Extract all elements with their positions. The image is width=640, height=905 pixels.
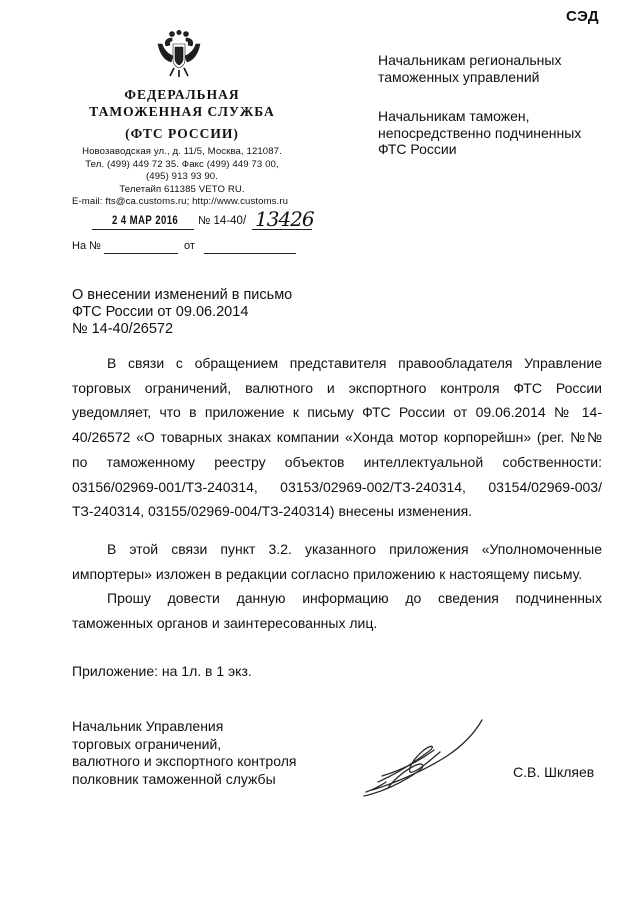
handwritten-signature — [352, 712, 492, 802]
addressee-1-line-2: таможенных управлений — [378, 68, 540, 85]
reference-line — [72, 240, 302, 256]
organization-address — [72, 146, 292, 209]
reference-date-label: от — [184, 240, 195, 252]
body-paragraph-1: В связи с обращением представителя правообладателя Управление торговых ограничений, валютного и экспортного контроля ФТС России уведомляет, что в приложение к письму ФТС России от 09.06.2014 № 14-40/26572 «О товарных знаках компании «Хонда мотор корпорейшн» (рег. №№ по таможенному реестру объектов интеллектуальной собственности: 03156/02969-001/ТЗ-240314, 03153/02969-002/ТЗ-240314, 03154/02969-003/ТЗ-240314, 03155/02969-004/ТЗ-240314) внесены изменения. — [72, 355, 602, 520]
addressee-2-line-3: ФТС России — [378, 141, 457, 157]
body-paragraph-2: В этой связи пункт 3.2. указанного приложения «Уполномоченные импортеры» изложен в редакции согласно приложению к настоящему письму. — [72, 541, 602, 582]
body-paragraph-3: Прошу довести данную информацию до сведения подчиненных таможенных органов и заинтересованных лиц. — [72, 590, 602, 631]
organization-line-3: (ФТС РОССИИ) — [125, 126, 239, 141]
address-line-4: Телетайп 611385 VETO RU. — [119, 183, 245, 195]
signatory-title-line-3: валютного и экспортного контроля — [72, 753, 297, 769]
subject-line-1: О внесении изменений в письмо — [72, 287, 293, 303]
document-mark: СЭД — [566, 8, 600, 25]
addressee-1-line-1: Начальникам региональных — [378, 52, 562, 68]
address-line-5: E-mail: fts@ca.customs.ru; http://www.customs.ru — [72, 196, 289, 208]
registration-line — [92, 207, 322, 231]
addressee-2-line-1: Начальникам таможен, — [378, 108, 530, 124]
registration-number-handwritten: 13426 — [255, 207, 314, 231]
addressee-2-line-2: непосредственно подчиненных — [378, 124, 582, 141]
organization-line-1: ФЕДЕРАЛЬНАЯ — [124, 87, 240, 102]
address-line-2: Тел. (499) 449 72 35. Факс (499) 449 73 00, — [85, 158, 279, 170]
signatory-title-line-4: полковник таможенной службы — [72, 770, 276, 787]
coat-of-arms-emblem — [156, 30, 202, 78]
signatory-title-line-1: Начальник Управления — [72, 718, 224, 734]
letter-subject — [72, 287, 332, 338]
subject-line-3: № 14-40/26572 — [72, 321, 174, 337]
subject-line-2: ФТС России от 09.06.2014 — [72, 304, 249, 320]
registration-date-stamp: 2 4 МАР 2016 — [112, 213, 179, 227]
organization-name — [72, 86, 292, 142]
addressee-block-2 — [378, 108, 618, 158]
reference-date-blank — [204, 253, 296, 254]
reference-number-label: На № — [72, 240, 101, 252]
address-line-3: (495) 913 93 90. — [145, 171, 218, 183]
registration-number-prefix: № 14-40/ — [198, 215, 247, 227]
signatory-title — [72, 718, 362, 788]
address-line-1: Новозаводская ул., д. 11/5, Москва, 121087. — [82, 146, 282, 157]
signer-name: С.В. Шкляев — [513, 764, 595, 780]
reference-number-blank — [104, 253, 178, 254]
date-underline — [92, 229, 194, 230]
organization-line-2: ТАМОЖЕННАЯ СЛУЖБА — [89, 104, 275, 119]
addressee-block-1 — [378, 52, 618, 85]
attachment-note: Приложение: на 1л. в 1 экз. — [72, 663, 252, 679]
signatory-title-line-2: торговых ограничений, — [72, 735, 222, 752]
